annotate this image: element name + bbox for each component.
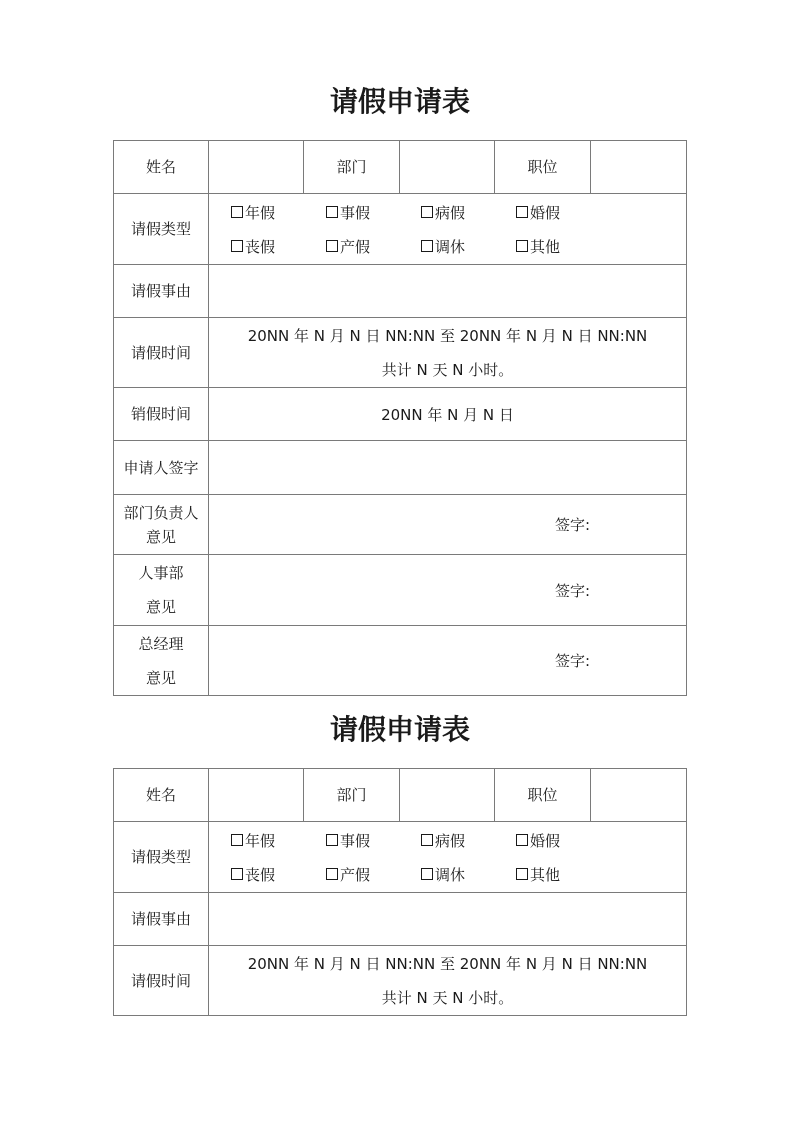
leave-reason-field[interactable] <box>209 265 687 318</box>
checkbox-icon[interactable] <box>326 240 338 252</box>
leave-reason-label: 请假事由 <box>114 893 209 946</box>
leave-type-option[interactable]: 年假 <box>231 830 326 851</box>
leave-type-option[interactable]: 年假 <box>231 202 326 223</box>
leave-type-option[interactable]: 其他 <box>516 236 611 257</box>
leave-type-options <box>209 822 687 893</box>
position-field[interactable] <box>591 141 687 194</box>
position-label: 职位 <box>495 141 591 194</box>
leave-type-option[interactable]: 婚假 <box>516 202 611 223</box>
checkbox-icon[interactable] <box>326 868 338 880</box>
position-field[interactable] <box>591 769 687 822</box>
checkbox-icon[interactable] <box>231 240 243 252</box>
checkbox-icon[interactable] <box>326 206 338 218</box>
leave-type-option[interactable]: 事假 <box>326 830 421 851</box>
leave-reason-label: 请假事由 <box>114 265 209 318</box>
gm-opinion-label: 总经理 意见 <box>114 626 209 696</box>
leave-type-option[interactable]: 丧假 <box>231 236 326 257</box>
leave-type-option[interactable]: 事假 <box>326 202 421 223</box>
leave-time-label: 请假时间 <box>114 946 209 1016</box>
name-label: 姓名 <box>114 141 209 194</box>
leave-type-label: 请假类型 <box>114 194 209 265</box>
checkbox-icon[interactable] <box>231 206 243 218</box>
cancel-leave-time-field[interactable]: 20NN 年 N 月 N 日 <box>209 388 687 441</box>
leave-type-option[interactable]: 病假 <box>421 202 516 223</box>
form-title: 请假申请表 <box>329 85 470 118</box>
leave-time-total: 共计 N 天 N 小时。 <box>381 988 514 1007</box>
form-title: 请假申请表 <box>329 713 470 746</box>
leave-type-options <box>209 194 687 265</box>
gm-signature[interactable]: 签字: <box>209 626 687 696</box>
applicant-signature-label: 申请人签字 <box>114 441 209 495</box>
dept-head-opinion-label: 部门负责人 意见 <box>114 495 209 555</box>
leave-type-option[interactable]: 病假 <box>421 830 516 851</box>
leave-application-table <box>113 140 687 696</box>
checkbox-icon[interactable] <box>516 240 528 252</box>
leave-type-option[interactable]: 产假 <box>326 864 421 885</box>
leave-application-table <box>113 768 687 1016</box>
checkbox-icon[interactable] <box>421 868 433 880</box>
department-field[interactable] <box>400 141 495 194</box>
leave-type-option[interactable]: 其他 <box>516 864 611 885</box>
name-field[interactable] <box>209 769 304 822</box>
checkbox-icon[interactable] <box>516 868 528 880</box>
cancel-leave-time-label: 销假时间 <box>114 388 209 441</box>
checkbox-icon[interactable] <box>326 834 338 846</box>
name-label: 姓名 <box>114 769 209 822</box>
department-field[interactable] <box>400 769 495 822</box>
checkbox-icon[interactable] <box>516 206 528 218</box>
leave-time-label: 请假时间 <box>114 318 209 388</box>
leave-type-option[interactable]: 调休 <box>421 864 516 885</box>
checkbox-icon[interactable] <box>231 868 243 880</box>
checkbox-icon[interactable] <box>516 834 528 846</box>
department-label: 部门 <box>304 141 400 194</box>
leave-type-option[interactable]: 产假 <box>326 236 421 257</box>
checkbox-icon[interactable] <box>421 834 433 846</box>
hr-signature[interactable]: 签字: <box>209 555 687 626</box>
leave-time-field[interactable] <box>209 318 687 388</box>
leave-type-label: 请假类型 <box>114 822 209 893</box>
checkbox-icon[interactable] <box>421 206 433 218</box>
leave-time-range: 20NN 年 N 月 N 日 NN:NN 至 20NN 年 N 月 N 日 NN:NN <box>247 326 648 345</box>
applicant-signature-field[interactable] <box>209 441 687 495</box>
dept-head-signature[interactable]: 签字: <box>209 495 687 555</box>
leave-type-option[interactable]: 婚假 <box>516 830 611 851</box>
position-label: 职位 <box>495 769 591 822</box>
checkbox-icon[interactable] <box>231 834 243 846</box>
leave-reason-field[interactable] <box>209 893 687 946</box>
department-label: 部门 <box>304 769 400 822</box>
leave-time-range: 20NN 年 N 月 N 日 NN:NN 至 20NN 年 N 月 N 日 NN:NN <box>247 954 648 973</box>
leave-time-field[interactable] <box>209 946 687 1016</box>
leave-type-option[interactable]: 丧假 <box>231 864 326 885</box>
name-field[interactable] <box>209 141 304 194</box>
checkbox-icon[interactable] <box>421 240 433 252</box>
leave-time-total: 共计 N 天 N 小时。 <box>381 360 514 379</box>
hr-opinion-label: 人事部 意见 <box>114 555 209 626</box>
leave-type-option[interactable]: 调休 <box>421 236 516 257</box>
